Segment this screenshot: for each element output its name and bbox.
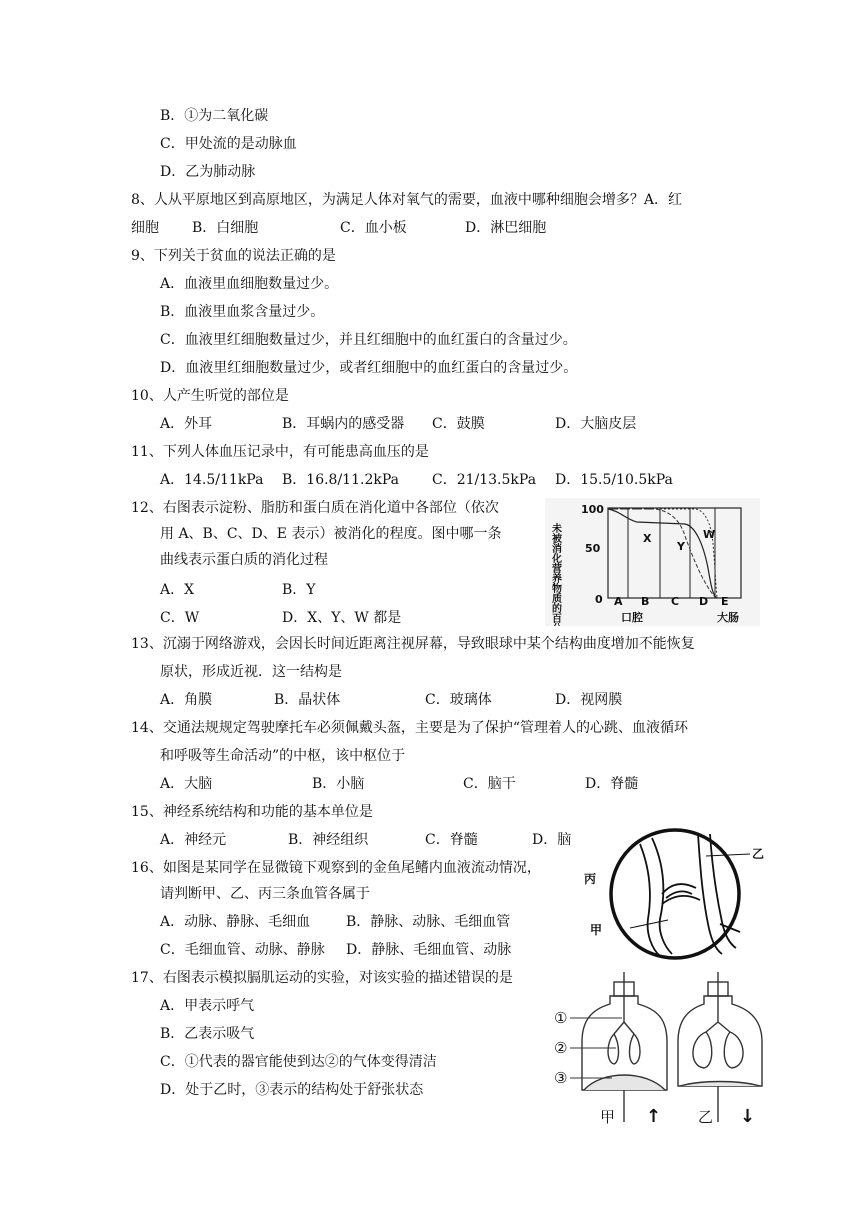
label-yi: 乙: [752, 847, 765, 861]
arrow-down-icon: ↓: [740, 1106, 756, 1127]
label-jia: 甲: [600, 1108, 616, 1126]
q11-option-b: B．16.8/11.2kPa: [282, 472, 399, 488]
q14-stem-line1: 14、交通法规规定驾驶摩托车必须佩戴头盔，主要是为了保护“管理着人的心跳、血液循环: [131, 720, 688, 736]
q13-option-a: A．角膜: [160, 692, 213, 708]
q11-option-c: C．21/13.5kPa: [432, 472, 537, 488]
q11-option-a: A．14.5/11kPa: [160, 472, 264, 488]
q15-option-c: C．脊髓: [425, 832, 478, 848]
q12-stem-line2: 用 A、B、C、D、E 表示）被消化的程度。图中哪一条: [160, 526, 502, 542]
q8-stem-line1: 8、人从平原地区到高原地区，为满足人体对氧气的需要，血液中哪种细胞会增多？A．红: [131, 192, 683, 208]
q16-option-a: A．动脉、静脉、毛细血: [160, 914, 311, 930]
q10-option-a: A．外耳: [160, 416, 213, 432]
q9-option-a: A．血液里血细胞数量过少。: [160, 276, 339, 292]
q12-option-d: D．X、Y、W 都是: [282, 610, 402, 626]
q7-option-d: D．乙为肺动脉: [160, 164, 256, 180]
fish-tail-blood-flow-figure: [580, 824, 770, 964]
y-tick-100: 100: [581, 503, 604, 516]
q15-option-a: A．神经元: [160, 832, 227, 848]
x-note-mouth: 口腔: [621, 611, 643, 624]
q14-option-b: B．小脑: [312, 776, 365, 792]
x-note-large-intestine: 大肠: [717, 611, 739, 624]
curve-label-x: X: [643, 532, 652, 545]
digestion-chart: [545, 498, 760, 626]
label-jia: 甲: [590, 923, 603, 937]
y-tick-0: 0: [595, 593, 603, 606]
q17-option-a: A．甲表示呼气: [160, 998, 255, 1014]
q9-option-b: B．血液里血浆含量过少。: [160, 304, 325, 320]
q16-stem-line1: 16、如图是某同学在显微镜下观察到的金鱼尾鳍内血液流动情况，: [131, 860, 541, 876]
q14-option-c: C．脑干: [463, 776, 516, 792]
q13-option-c: C．玻璃体: [425, 692, 492, 708]
x-tick-a: A: [614, 595, 623, 608]
q16-option-b: B．静脉、动脉、毛细血管: [346, 914, 511, 930]
q11-option-d: D．15.5/10.5kPa: [555, 472, 673, 488]
label-yi: 乙: [698, 1108, 714, 1126]
q15-option-d: D．脑: [532, 832, 572, 848]
diaphragm-model-figure: [552, 972, 770, 1132]
microscope-field: [611, 830, 739, 958]
q9-option-c: C．血液里红细胞数量过少，并且红细胞中的血红蛋白的含量过少。: [160, 332, 577, 348]
q17-option-c: C．①代表的器官能使到达②的气体变得清洁: [160, 1054, 437, 1070]
q10-stem: 10、人产生听觉的部位是: [131, 388, 289, 404]
label-bing: 丙: [584, 872, 597, 886]
q7-option-c: C．甲处流的是动脉血: [160, 136, 297, 152]
q13-stem-line1: 13、沉溺于网络游戏，会因长时间近距离注视屏幕，导致眼球中某个结构曲度增加不能恢复: [131, 636, 695, 652]
q13-option-b: B．晶状体: [274, 692, 341, 708]
label-circled-2: ②: [554, 1039, 568, 1057]
q10-option-c: C．鼓膜: [432, 416, 485, 432]
x-tick-d: D: [699, 595, 709, 608]
q16-option-d: D．静脉、毛细血管、动脉: [346, 942, 512, 958]
q13-stem-line2: 原状，形成近视．这一结构是: [160, 664, 342, 680]
q12-option-b: B．Y: [282, 582, 316, 598]
y-tick-50: 50: [585, 542, 601, 555]
q17-stem: 17、右图表示模拟膈肌运动的实验，对该实验的描述错误的是: [131, 970, 513, 986]
q8-option-a-cont: 细胞: [131, 220, 159, 236]
bell-jar-yi: [678, 972, 762, 1122]
q16-stem-line2: 请判断甲、乙、丙三条血管各属于: [160, 886, 370, 902]
curve-label-w: W: [703, 528, 716, 541]
q12-stem-line1: 12、右图表示淀粉、脂肪和蛋白质在消化道中各部位（依次: [131, 500, 499, 516]
q15-stem: 15、神经系统结构和功能的基本单位是: [131, 804, 373, 820]
x-tick-c: C: [671, 595, 680, 608]
label-circled-1: ①: [554, 1009, 568, 1027]
q12-option-c: C．W: [160, 610, 200, 626]
q14-option-d: D．脊髓: [585, 776, 639, 792]
q17-option-d: D．处于乙时，③表示的结构处于舒张状态: [160, 1082, 424, 1098]
bell-jar-jia: [582, 972, 667, 1122]
q15-option-b: B．神经组织: [288, 832, 369, 848]
q9-option-d: D．血液里红细胞数量过少，或者红细胞中的血红蛋白的含量过少。: [160, 360, 578, 376]
x-tick-b: B: [641, 595, 650, 608]
q8-option-b: B．白细胞: [192, 220, 259, 236]
q10-option-b: B．耳蜗内的感受器: [282, 416, 405, 432]
q9-stem: 9、下列关于贫血的说法正确的是: [131, 248, 336, 264]
q10-option-d: D．大脑皮层: [555, 416, 637, 432]
q14-stem-line2: 和呼吸等生命活动”的中枢，该中枢位于: [160, 748, 406, 764]
x-tick-e: E: [721, 595, 729, 608]
q8-option-c: C．血小板: [340, 220, 407, 236]
q13-option-d: D．视网膜: [555, 692, 623, 708]
q11-stem: 11、下列人体血压记录中，有可能患高血压的是: [131, 444, 429, 460]
q17-option-b: B．乙表示吸气: [160, 1026, 255, 1042]
q16-option-c: C．毛细血管、动脉、静脉: [160, 942, 325, 958]
curve-label-y: Y: [677, 540, 685, 553]
svg-text:未被消化营养物质的百分比: 未被消化营养物质的百分比: [549, 523, 561, 626]
q12-stem-line3: 曲线表示蛋白质的消化过程: [160, 552, 328, 568]
q12-option-a: A．X: [160, 582, 195, 598]
arrow-up-icon: ↑: [646, 1106, 662, 1127]
q7-option-b: B．①为二氧化碳: [160, 108, 269, 124]
q8-option-d: D．淋巴细胞: [465, 220, 547, 236]
label-circled-3: ③: [554, 1069, 568, 1087]
q14-option-a: A．大脑: [160, 776, 213, 792]
